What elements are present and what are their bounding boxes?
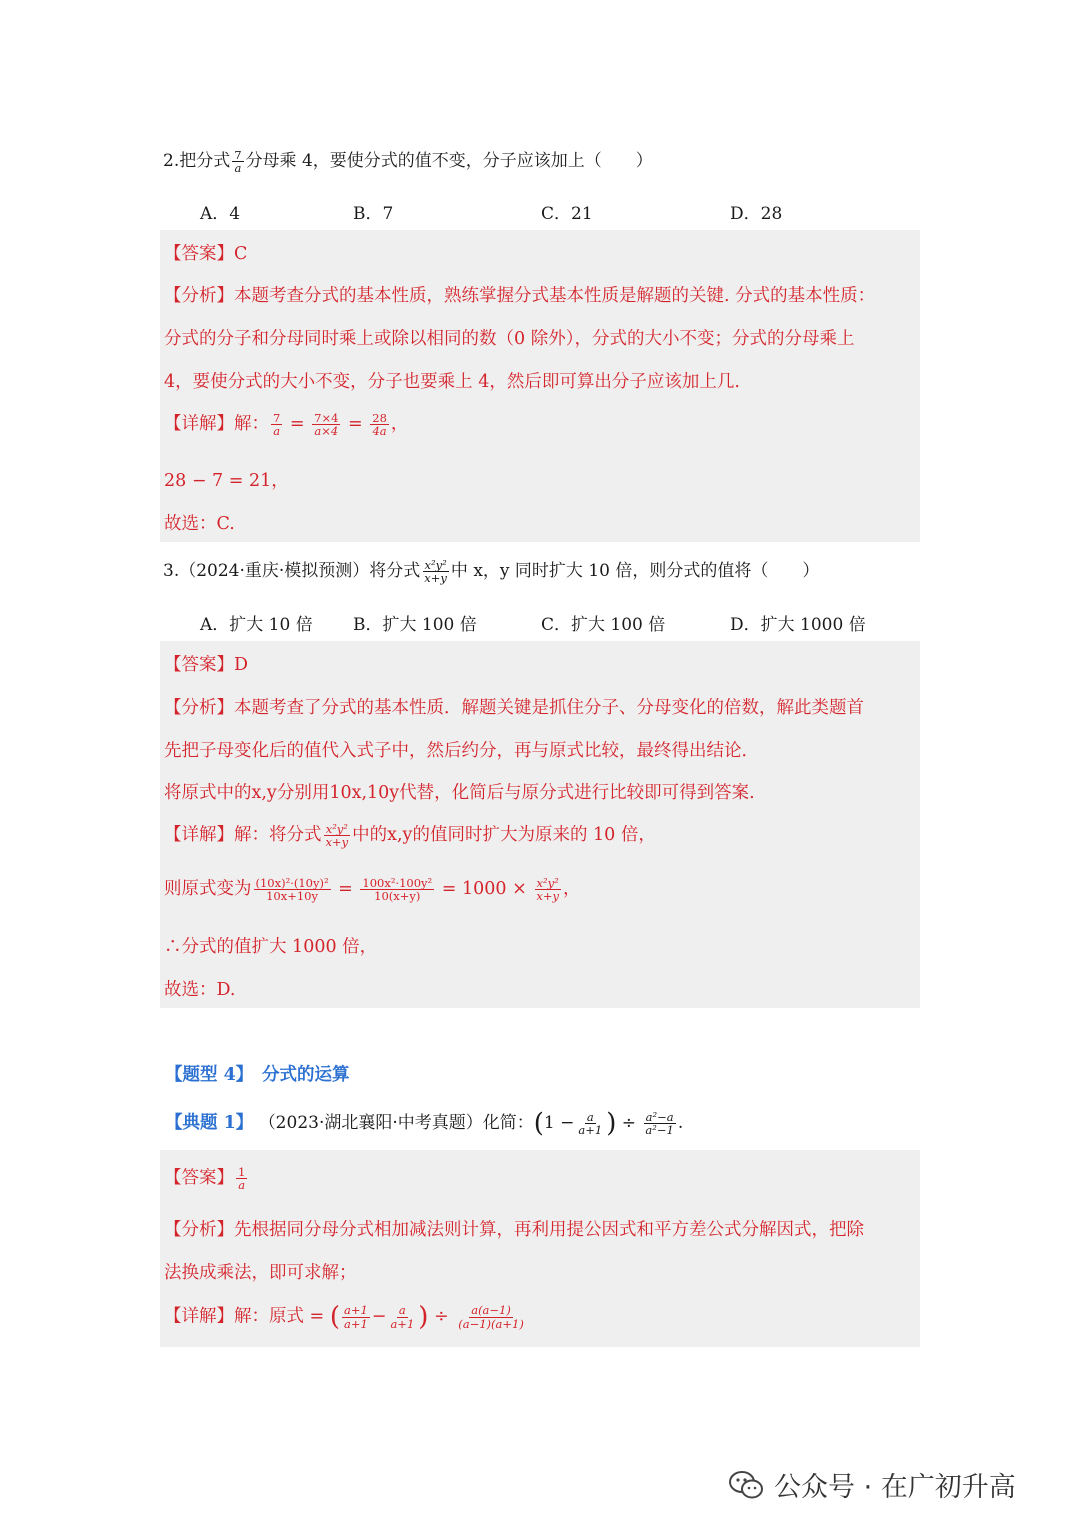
q2-conclusion: 故选：C.	[164, 514, 235, 534]
q3-option-b: B．扩大 100 倍	[353, 615, 477, 635]
q3-analysis-line-2: 先把子母变化后的值代入式子中，然后约分，再与原式比较，最终得出结论．	[164, 741, 759, 761]
q3-option-d: D．扩大 1000 倍	[730, 615, 866, 635]
q3-analysis-line-1: 【分析】本题考查了分式的基本性质．解题关键是抓住分子、分母变化的倍数，解此类题首	[164, 698, 864, 718]
ex1-analysis-line-1: 【分析】先根据同分母分式相加减法则计算，再利用提公因式和平方差公式分解因式，把除	[164, 1220, 864, 1240]
ex1-answer: 【答案】 $\frac{1}{a}$	[164, 1164, 246, 1192]
q3-option-c: C．扩大 100 倍	[541, 615, 666, 635]
q3-detail-line-1: 【详解】解：将分式 $\frac{\text{x²y²}}{x+y}$ 中的x,y的值同时扩大为原来的 10 倍，	[164, 821, 656, 849]
q2-stem: 2.把分式 $\frac{7}{a}$ 分母乘 4，要使分式的值不变，分子应该加上（ ）	[163, 147, 653, 175]
q2-solution-box	[160, 230, 920, 542]
watermark-text: 公众号 · 在广初升高	[774, 1472, 1016, 1503]
ex1-analysis-line-2: 法换成乘法，即可求解；	[164, 1263, 357, 1283]
q3-answer: 【答案】D	[164, 655, 249, 675]
q3-analysis-line-3: 将原式中的x,y分别用10x,10y代替，化简后与原分式进行比较即可得到答案.	[164, 783, 755, 803]
example-1-solution-box	[160, 1150, 920, 1347]
q3-stem: 3.（2024·重庆·模拟预测）将分式 $\frac{\text{x²y²}}{x+y}$ 中 x，y 同时扩大 10 倍，则分式的值将（ ）	[163, 557, 820, 585]
watermark	[728, 1465, 1016, 1504]
q2-analysis-line-2: 分式的分子和分母同时乘上或除以相同的数（0 除外），分式的大小不变；分式的分母乘上	[164, 329, 855, 349]
q3-option-a: A．扩大 10 倍	[200, 615, 313, 635]
fraction: $\frac{7}{a}$	[234, 147, 242, 175]
q2-option-a: A．4	[200, 204, 241, 224]
q3-detail-line-3: ∴分式的值扩大 1000 倍，	[164, 937, 378, 957]
wechat-icon	[728, 1470, 764, 1500]
q2-answer: 【答案】C	[164, 244, 248, 264]
q2-analysis-line-3: 4，要使分式的大小不变，分子也要乘上 4，然后即可算出分子应该加上几.	[164, 372, 740, 392]
q2-option-c: C．21	[541, 204, 593, 224]
q3-detail-line-2: 则原式变为 $\frac{\text{(10x)²·(10y)²}}{10x+10y}$ = $\frac{\text{100x²·100y²}}{10(x+y)}$ = 1000 × $\frac{\text{x²y²}}{x+y}$ ，	[164, 875, 581, 903]
q2-option-b: B．7	[353, 204, 394, 224]
example-1-stem: 【典题 1】 （2023·湖北襄阳·中考真题）化简：(1 − $\frac{a}{a+1}$ ) ÷ $\frac{\text{a²−a}}{\text{a²−1}}$ .	[165, 1108, 684, 1139]
q2-analysis-line-1: 【分析】本题考查分式的基本性质，熟练掌握分式基本性质是解题的关键. 分式的基本性质：	[164, 286, 876, 306]
q3-conclusion: 故选：D.	[164, 980, 236, 1000]
q3-solution-box	[160, 641, 920, 1008]
ex1-detail-line-1: 【详解】解：原式 = ( $\frac{a+1}{a+1}$ − $\frac{a}{a+1}$ ) ÷ $\frac{a(a-1)}{(a-1)(a+1)}$	[164, 1302, 524, 1332]
q2-detail-line-2: 28 − 7 = 21，	[164, 471, 289, 491]
q2-option-d: D．28	[730, 204, 783, 224]
section-title: 【题型 4】 分式的运算	[165, 1065, 350, 1085]
q2-detail-line-1: 【详解】解： $\frac{7}{a}$ = $\frac{7\times 4}{a\times 4}$ = $\frac{28}{4a}$ ，	[164, 410, 409, 438]
